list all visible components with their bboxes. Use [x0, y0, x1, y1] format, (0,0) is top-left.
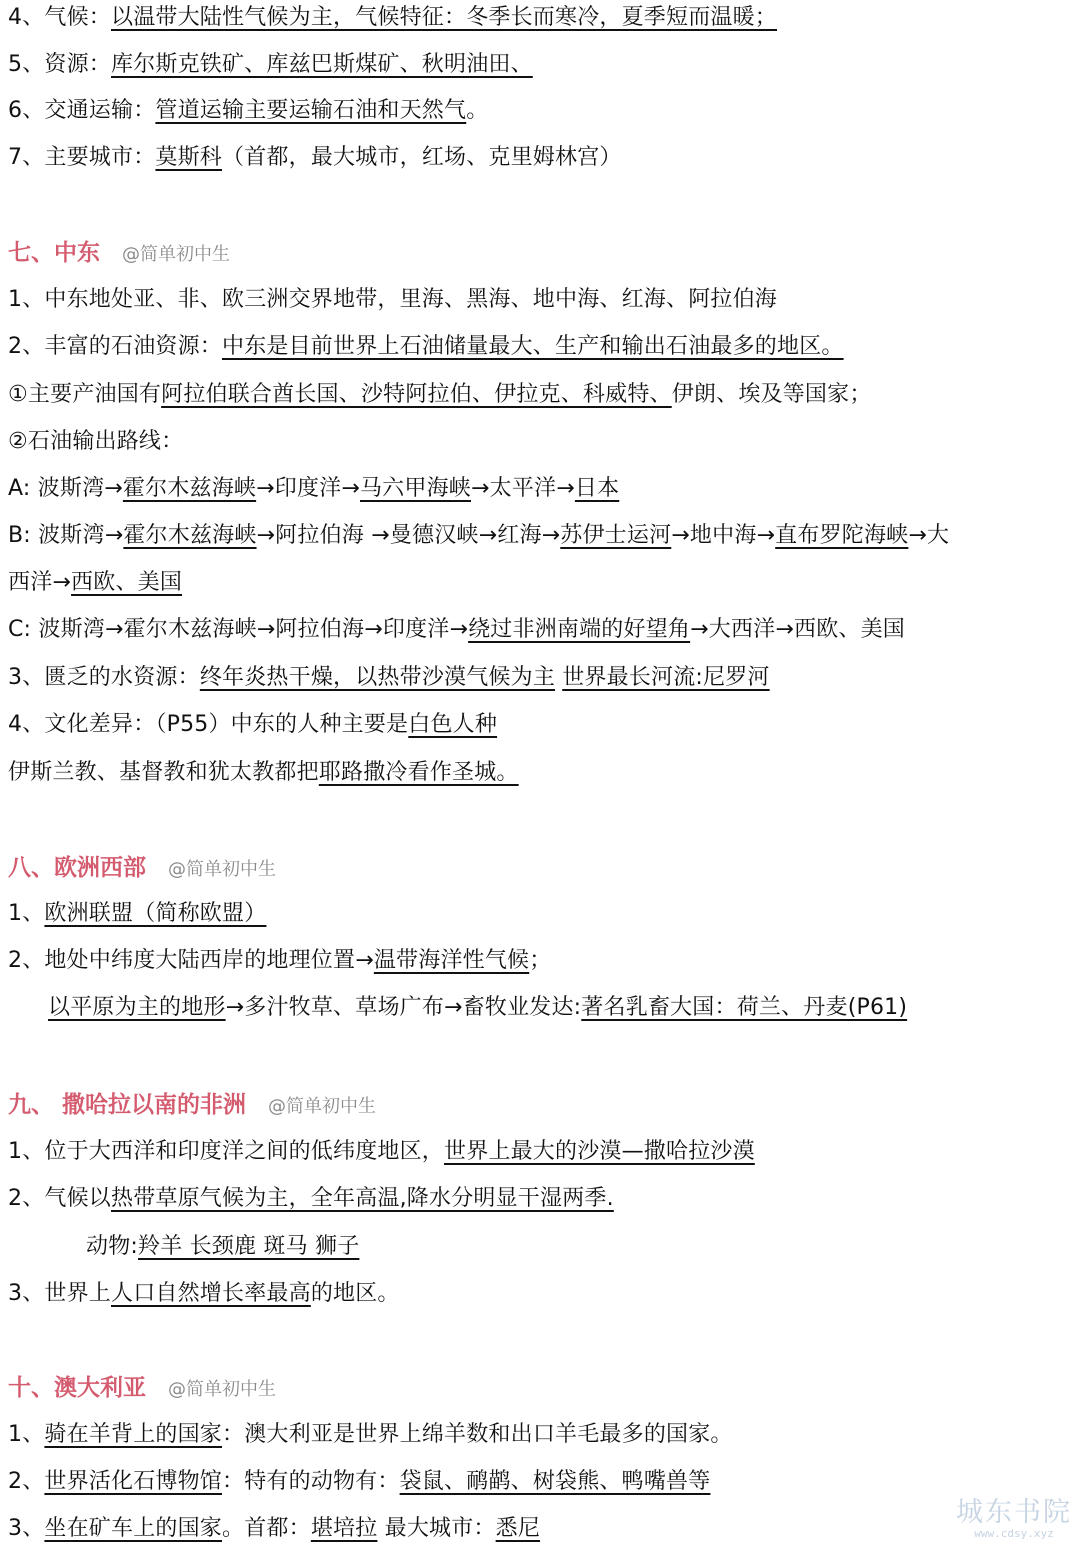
underlined-text: 西欧、美国 [71, 570, 183, 595]
line-text: →印度洋→ [256, 476, 360, 501]
text-line [86, 1230, 359, 1264]
underlined-text: 日本 [574, 476, 620, 501]
line-text: 2、丰富的石油资源： [8, 334, 222, 359]
underlined-text: 世界最长河流:尼罗河 [562, 665, 770, 690]
line-text: →阿拉伯海 →曼德汉峡→红海→ [256, 523, 561, 548]
underlined-text: 耶路撒冷看作圣城。 [318, 760, 519, 785]
line-text: →多汁牧草、草场广布→畜牧业发达: [225, 995, 582, 1020]
line-text: ①主要产油国有 [8, 382, 162, 407]
line-text: 动物: [86, 1234, 139, 1259]
text-line [8, 1, 777, 35]
watermark-url: www.cdsy.xyz [974, 1527, 1054, 1540]
line-text: 2、地处中纬度大陆西岸的地理位置→ [8, 948, 374, 973]
underlined-text: 苏伊士运河 [560, 523, 672, 548]
underlined-text: 以平原为主的地形 [48, 995, 226, 1020]
underlined-text: 堪培拉 [310, 1516, 378, 1541]
line-text: →大西洋→西欧、美国 [690, 617, 905, 642]
line-text: 4、气候： [8, 5, 111, 30]
underlined-text: 以温带大陆性气候为主，气候特征：冬季长而寒冷，夏季短而温暖； [111, 5, 778, 30]
underlined-text: 终年炎热干燥，以热带沙漠气候为主 [199, 665, 556, 690]
line-text: 西洋→ [8, 570, 72, 595]
text-line [8, 1135, 755, 1169]
underlined-text: 霍尔木兹海峡 [123, 523, 257, 548]
text-line [8, 1418, 733, 1452]
text-line [8, 141, 622, 175]
watermark-text: 城东书院 [956, 1497, 1072, 1528]
line-text: 。首都： [222, 1516, 311, 1541]
line-text: ：特有的动物有： [222, 1469, 400, 1494]
text-line [8, 897, 266, 931]
section-title: 九、 撒哈拉以南的非洲 [8, 1092, 247, 1118]
line-text: B: 波斯湾→ [8, 523, 124, 548]
line-text: 1、位于大西洋和印度洋之间的低纬度地区， [8, 1139, 444, 1164]
text-line [8, 661, 770, 695]
author-tag: @简单初中生 [168, 859, 276, 880]
underlined-text: 著名乳畜大国：荷兰、丹麦(P61) [581, 995, 908, 1020]
underlined-text: 袋鼠、鸸鹋、树袋熊、鸭嘴兽等 [399, 1469, 711, 1494]
underlined-text: 直布罗陀海峡 [775, 523, 909, 548]
line-text: C: 波斯湾→霍尔木兹海峡→阿拉伯海→印度洋→ [8, 617, 469, 642]
line-text: 7、主要城市： [8, 145, 156, 170]
text-line [8, 1465, 710, 1499]
underlined-text: 中东是目前世界上石油储量最大、生产和输出石油最多的地区。 [222, 334, 844, 359]
underlined-text: 坐在矿车上的国家 [44, 1516, 223, 1541]
underlined-text: 世界活化石博物馆 [44, 1469, 223, 1494]
underlined-text: 人口自然增长率最高 [111, 1281, 311, 1306]
text-line [8, 708, 497, 742]
section-heading [8, 1370, 276, 1406]
underlined-text: 欧洲联盟（简称欧盟） [44, 901, 267, 926]
line-text: 6、交通运输： [8, 98, 156, 123]
text-line [8, 1277, 400, 1311]
line-text: 3、 [8, 1516, 45, 1541]
underlined-text: 世界上最大的沙漠—撒哈拉沙漠 [444, 1139, 755, 1164]
line-text: 1、中东地处亚、非、欧三洲交界地带，里海、黑海、地中海、红海、阿拉伯海 [8, 287, 777, 312]
underlined-text: 悉尼 [495, 1516, 541, 1541]
line-text: 3、匮乏的水资源： [8, 665, 200, 690]
underlined-text: 热带草原气候为主，全年高温,降水分明显干湿两季. [111, 1186, 614, 1211]
line-text: 伊斯兰教、基督教和犹太教都把 [8, 760, 319, 785]
section-heading [8, 1087, 376, 1123]
underlined-text: 骑在羊背上的国家 [44, 1422, 223, 1447]
text-line [8, 48, 533, 82]
section-heading [8, 850, 276, 886]
line-text: 3、世界上 [8, 1281, 111, 1306]
section-title: 七、中东 [8, 240, 100, 266]
line-text: 2、 [8, 1469, 45, 1494]
underlined-text: 霍尔木兹海峡 [122, 476, 257, 501]
author-tag: @简单初中生 [268, 1096, 377, 1117]
line-text: ； [529, 948, 552, 973]
text-line [8, 472, 619, 506]
section-heading [8, 235, 230, 271]
text-line [8, 519, 949, 553]
text-line [8, 94, 488, 128]
text-line [8, 944, 551, 978]
text-line [8, 378, 872, 412]
line-text: 最大城市： [377, 1516, 496, 1541]
line-text: A: 波斯湾→ [8, 476, 123, 501]
underlined-text: 马六甲海峡 [359, 476, 471, 501]
text-line [48, 991, 907, 1025]
section-title: 八、欧洲西部 [8, 855, 146, 881]
line-text: 1、 [8, 901, 45, 926]
underlined-text: 莫斯科 [155, 145, 223, 170]
section-title: 十、澳大利亚 [8, 1375, 146, 1401]
text-line [8, 613, 905, 647]
author-tag: @简单初中生 [168, 1379, 276, 1400]
text-line [8, 566, 182, 600]
underlined-text: 管道运输主要运输石油和天然气 [155, 98, 467, 123]
line-text: 。 [466, 98, 489, 123]
author-tag: @简单初中生 [122, 244, 230, 265]
line-text: ②石油输出路线： [8, 429, 184, 454]
text-line [8, 425, 183, 459]
text-line [8, 283, 777, 317]
text-line [8, 1182, 614, 1216]
text-line [8, 330, 844, 364]
underlined-text: 白色人种 [408, 712, 498, 737]
line-text: →太平洋→ [471, 476, 575, 501]
line-text: 4、文化差异：（P55）中东的人种主要是 [8, 712, 409, 737]
watermark [956, 1498, 1072, 1540]
text-line [8, 1512, 540, 1546]
underlined-text: 库尔斯克铁矿、库兹巴斯煤矿、秋明油田、 [111, 52, 533, 77]
underlined-text: 绕过非洲南端的好望角 [468, 617, 691, 642]
line-text: 5、资源： [8, 52, 111, 77]
line-text: 2、气候以 [8, 1186, 111, 1211]
line-text: 的地区。 [310, 1281, 400, 1306]
line-text: （首都，最大城市，红场、克里姆林宫） [222, 145, 622, 170]
line-text: 1、 [8, 1422, 45, 1447]
line-text: 伊朗、埃及等国家； [671, 382, 872, 407]
line-text: →地中海→ [671, 523, 776, 548]
text-line [8, 756, 519, 790]
underlined-text: 阿拉伯联合酋长国、沙特阿拉伯、伊拉克、科威特、 [161, 382, 672, 407]
line-text: →大 [908, 523, 950, 548]
underlined-text: 羚羊 长颈鹿 斑马 狮子 [138, 1234, 360, 1259]
underlined-text: 温带海洋性气候 [373, 948, 530, 973]
line-text: ：澳大利亚是世界上绵羊数和出口羊毛最多的国家。 [222, 1422, 733, 1447]
